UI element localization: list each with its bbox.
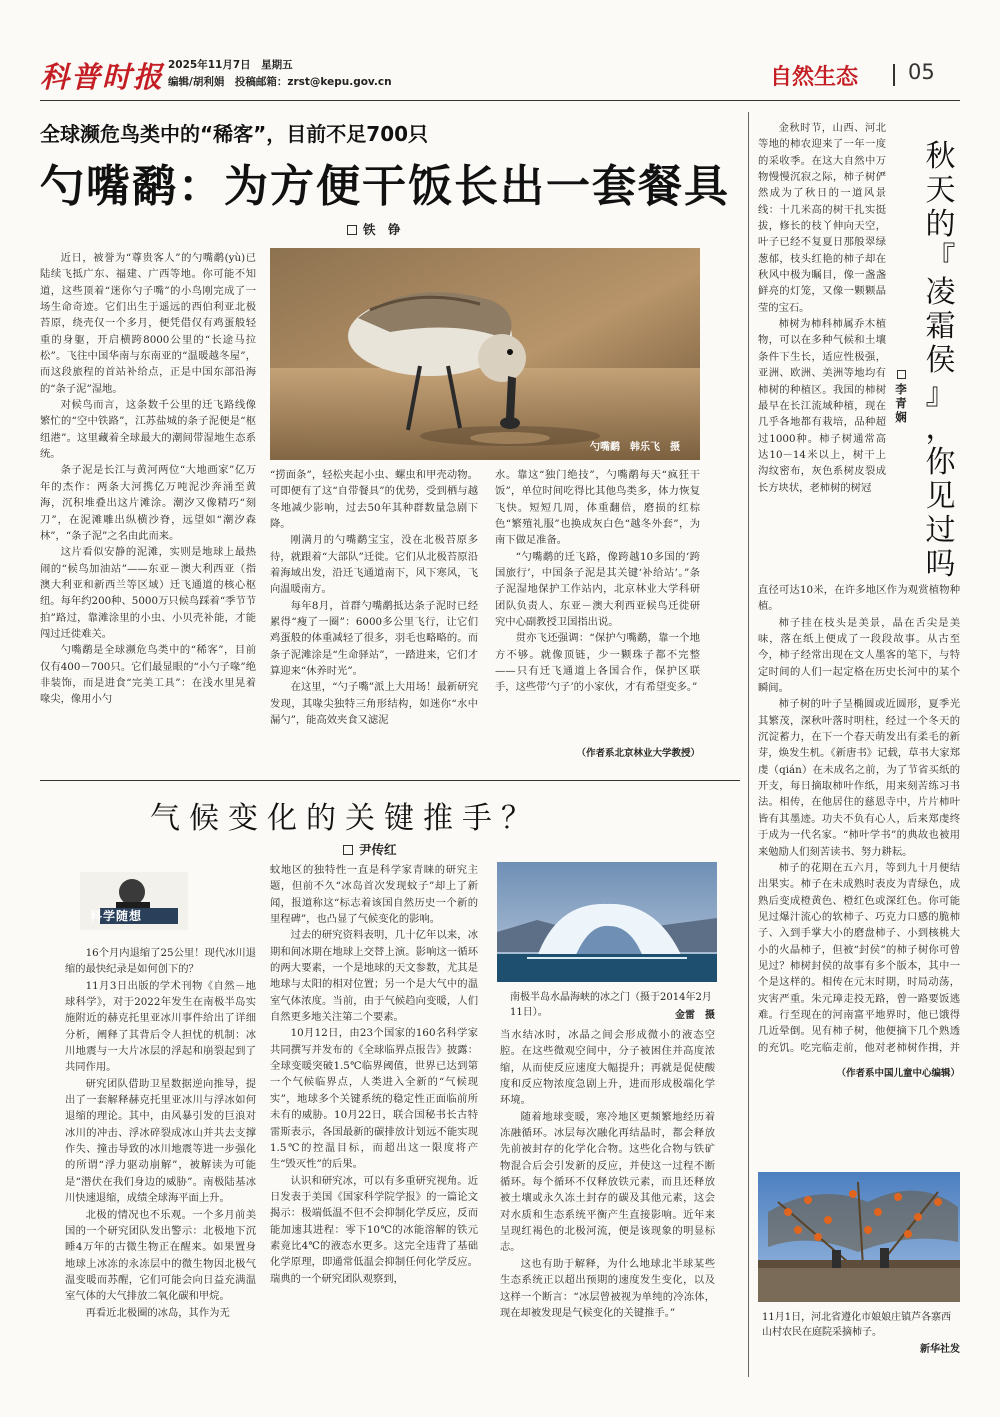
- article2-column-2: [270, 862, 478, 1357]
- paragraph: 这也有助于解释，为什么地球北半球某些生态系统正以超出预期的速度发生变化，以及这样一个断言：“冰层曾被视为单纯的冷冻体，现在却被发现是气候变化的关键推手。”: [500, 1257, 715, 1319]
- paragraph: 北极的情况也不乐观。一个多月前美国的一个研究团队发出警示：北极地下沉睡4万年的古微生物正在醒来。如果置身地球上冰冻的永冻层中的微生物因北极气温变暖而苏醒，它们可能会向日益充满温室气体的大气排放二氧化碳和甲烷。: [65, 1208, 256, 1303]
- byline-box-icon: [343, 845, 353, 855]
- article1-column-2: [270, 467, 478, 775]
- article1-column-1: [40, 250, 256, 775]
- paragraph: “勺嘴鹬的迁飞路，像跨越10多国的‘跨国旅行’，中国条子泥是其关键‘补给站’。”条子泥湿地保护工作站内，北京林业大学科研团队负责人、东亚－澳大利西亚候鸟迁徙研究中心副教授卫国指出说。: [495, 550, 700, 629]
- sandpiper-photo: [270, 248, 700, 460]
- paragraph: 柿子的花期在五六月，等到九十月便结出果实。柿子在未成熟时表皮为青绿色，成熟后变成橙黄色、橙红色或深红色。你可能见过爆汁流心的软柿子、巧克力口感的脆柿子、入到手掌大小的磨盘柿子、小到核桃大小的火晶柿子，但被“封侯”的柿子树你可曾见过？柿树封侯的故事有多个版本，其中一个是这样的。相传在元末时期，时局动荡，灾害严重。朱元璋走投无路，曾一路要饭逃难。行至现在的河南富平地界时，他已饿得几近晕倒。见有柿子树，他便摘下几个熟透的充饥。吃完临走前，他对老柿树作揖，并: [758, 861, 960, 1054]
- article2-photo-caption: 南极半岛水晶海峡的冰之门（摄于2014年2月11日）。: [510, 992, 712, 1018]
- section-divider: [893, 64, 895, 86]
- article3-vertical-title: 秋 天 的 『 凌 霜 侯 』 ， 你 见 过 吗: [925, 139, 956, 582]
- masthead-logo: 科普时报: [40, 60, 165, 94]
- paragraph: 柿子挂在枝头是美景，晶在舌尖是美味，落在纸上便成了一段段故事。从古至今，柿子经常出现在文人墨客的笔下，与特定时间的人们一起定格在历史长河中的某个瞬间。: [758, 616, 960, 695]
- paragraph: 每年8月，首群勺嘴鹬抵达条子泥时已经累得“瘦了一圈”：6000多公里飞行，让它们鸡蛋般的体重减轻了很多，羽毛也略略的。而条子泥滩涂是“生命驿站”，一踏进来，它们才算迎来“休养时光”。: [270, 599, 478, 678]
- paragraph: 认识和研究冰，可以有多重研究视角。近日发表于美国《国家科学院学报》的一篇论文揭示：极端低温不但不会抑制化学反应，反而能加速其进程：零下10℃的冰能溶解的铁元素竟比4℃的液态水更多。这完全违背了基础化学原理，即通常低温会抑制任何化学反应。瑞典的一个研究团队观察到，: [270, 1174, 478, 1285]
- paragraph: “捞面条”，轻松夹起小虫、螺虫和甲壳动物。可即便有了这“自带餐具”的优势，受到栖与越冬地减少影响，过去50年其种群数量急剧下降。: [270, 469, 478, 531]
- masthead-date: 2025年11月7日 星期五: [168, 59, 293, 71]
- paragraph: 这片看似安静的泥滩，实则是地球上最热闹的“候鸟加油站”——东亚－澳大利西亚（指澳大利亚和新西兰等区域）迁飞通道的核心枢纽。每年约200种、5000万只候鸟踩着“季节节拍”路过，靠滩涂里的小虫、小贝壳补能，才能闯过迁徙难关。: [40, 546, 256, 640]
- paragraph: 11月3日出版的学术刊物《自然－地球科学》，对于2022年发生在南极半岛实施附近的赫克托里亚冰川事件给出了详细分析，阐释了其背后令人担忧的机制：冰川地震与一大片冰层的浮起和崩裂起到了共同作用。: [65, 979, 256, 1074]
- article2-column-1: [65, 945, 256, 1357]
- article1-author-note: （作者系北京林业大学教授）: [576, 748, 700, 759]
- paragraph: 过去的研究资料表明，几十亿年以来，冰期和间冰期在地球上交替上演。影响这一循环的两大要素，一个是地球的天文参数，尤其是地球与太阳的相对位置；另一个是大气中的温室气体浓度。当前，由于气候趋向变暖，人们自然更多地关注第二个要素。: [270, 929, 478, 1024]
- page-number: 05: [908, 60, 935, 84]
- paragraph: 对候鸟而言，这条数千公里的迁飞路线像繁忙的“空中铁路”，江苏盐城的条子泥便是“枢纽港”。这里藏着全球最大的潮间带湿地生态系统。: [40, 399, 256, 461]
- article2-headline: 气候变化的关键推手？: [150, 801, 540, 836]
- article1-headline: 勺嘴鹬：为方便干饭长出一套餐具: [40, 161, 730, 212]
- article2-column-3: [500, 1027, 715, 1357]
- paragraph: 研究团队借助卫星数据逆向推导，提出了一套解释赫克托里亚冰川与浮冰如何退缩的理论。其中，由风暴引发的巨浪对冰川的冲击、浮冰碎裂成冰山并共去支撑作失、撞击导致的冰川地震等进一步强化的所谓“浮力驱动崩解”，被解读为可能是“潜伏在我们身边的威胁”。南极陆基冰川快速退缩，成绩全球海平面上升。: [65, 1077, 256, 1205]
- article3-photo-caption: 11月1日，河北省遵化市娘娘庄镇芦各寨西山村农民在庭院采摘柿子。: [762, 1312, 952, 1338]
- article1-byline: 铁 铮: [347, 220, 401, 238]
- article3-byline: 李 青 娴: [893, 370, 909, 424]
- paragraph: 水。靠这“独门绝技”，勺嘴鹬每天“疯狂干饭”，单位时间吃得比其他鸟类多，体力恢复飞快。短短几周，体重翻倍，磨损的红棕色“繁殖礼服”也换成灰白色“越冬外套”，为南下做足准备。: [495, 469, 700, 547]
- section-name: 自然生态: [770, 65, 859, 90]
- paragraph: 勺嘴鹬是全球濒危鸟类中的“稀客”，目前仅有400－700只。它们最显眼的“小勺子喙”绝非装饰，而是进食“完美工具”：在浅水里晃着喙尖，像用小勺: [40, 644, 256, 706]
- paragraph: 柿树为柿科柿属乔木植物，可以在多种气候和土壤条件下生长，适应性极强，亚洲、欧洲、美洲等地均有柿树的种植区。我国的柿树最早在长江流域种植，现在几乎各地都有栽培，品种超过1000种。柿子树通常高达10－14米以上，树干上沟纹密布，灰色系树皮裂成长方块状，老柿树的树冠: [758, 318, 886, 494]
- paragraph: 蚊地区的独特性一直是科学家青睐的研究主题，但前不久“冰岛首次发现蚊子”却上了新闻，报道称这“标志着该国自然历史一个新的里程碑”，也凸显了气候变化的影响。: [270, 864, 478, 926]
- persimmon-photo: [758, 1172, 960, 1302]
- article3-author-note: （作者系中国儿童中心编辑）: [836, 1068, 960, 1079]
- byline-box-icon: [347, 225, 357, 235]
- paragraph: 随着地球变暖，寒冷地区更频繁地经历着冻融循环。冰层每次融化再结晶时，都会释放先前被封存的化学化合物。这些化合物与铁矿物混合后会引发新的反应，并使这一过程不断循环。每个循环不仅释放铁元素，而且还释放被土壤或永久冻土封存的碳及其他元素，这会对水质和生态系统平衡产生直接影响。近年来呈现红褐色的北极河流，便是该现象的明显标志。: [500, 1110, 715, 1254]
- article3-wide-column: [758, 582, 960, 1057]
- paragraph: 刚满月的勺嘴鹬宝宝，没在北极苔原多待，就跟着“大部队”迁徙。它们从北极苔原沿着海域出发，沿迁飞通道南下，风下寒风，飞向温暖南方。: [270, 534, 478, 596]
- article1-column-3: [495, 467, 700, 735]
- byline-box-icon: [897, 370, 906, 379]
- article-separator: [40, 780, 740, 781]
- paragraph: 柿子树的叶子呈椭圆或近圆形，夏季光其繁茂，深秋叶落时明柱，经过一个冬天的沉淀蓄力，在下一个春天萌发出有柔毛的新芽，焕发生机。《新唐书》记载，草书大家郑虔（qián）在未成名之前，为了节省买纸的开支，每日摘取柿叶作纸，用来刻苦练习书法。相传，在他居住的慈恩寺中，片片柿叶皆有其墨迹。功夫不负有心人，后来郑虔终于成为一代名家。“柿叶学书”的典故也被用来勉励人们刻苦读书、努力耕耘。: [758, 698, 960, 858]
- paragraph: 10月12日，由23个国家的160名科学家共同撰写并发布的《全球临界点报告》披露：全球变暖突破1.5℃临界阈值，世界已达到第一个气候临界点，人类进入全新的“气候现实”，地球多个关键系统的稳定性正面临前所未有的威胁。10月22日，联合国秘书长古特雷斯表示，各国最新的碳排放计划远不能实现1.5℃的控温目标，而超出这一限度将产生“毁灭性”的后果。: [270, 1027, 478, 1171]
- paragraph: 金秋时节，山西、河北等地的柿农迎来了一年一度的采收季。在这大自然中万物慢慢沉寂之际，柿子树俨然成为了秋日的一道风景线：十几米高的树干扎实挺拔，修长的枝丫伸向天空，叶子已经不复夏日那般翠绿葱郁，枝头红艳的柿子却在秋风中极为瞩目，像一盏盏鲜亮的灯笼，又像一颗颗晶莹的宝石。: [758, 122, 886, 314]
- masthead-rule: [40, 100, 960, 101]
- paragraph: 当水结冰时，冰晶之间会形成微小的液态空腔。在这些微观空间中，分子被困住并高度浓缩，从而使反应速度大幅提升；再就是促使酸度和反应物浓度急剧上升，进而形成极端化学环境。: [500, 1029, 715, 1107]
- paragraph: 近日，被誉为“尊贵客人”的勺嘴鹬(yù)已陆续飞抵广东、福建、广西等地。你可能不知道，这些顶着“迷你勺子嘴”的小鸟刚完成了一场生命奇迹。它们出生于遥远的西伯利亚北极苔原，绕壳仅一个多月，便凭借仅有鸡蛋般轻重的身躯，开启横跨8000公里的“长途马拉松”。飞往中国华南与东南亚的“温暖越冬屋”，而这段旅程的首站补给点，正是中国东部沿海的“条子泥”湿地。: [40, 252, 256, 395]
- masthead-editor: 编辑/胡利娟 投稿邮箱：zrst@kepu.gov.cn: [168, 76, 392, 88]
- paragraph: 在这里，“勺子嘴”派上大用场！最新研究发现，其喙尖独特三角形结构，如迷你“水中漏勺”，能高效夹食又滤泥: [270, 681, 478, 727]
- article1-kicker: 全球濒危鸟类中的“稀客”，目前不足700只: [40, 122, 429, 146]
- article3-narrow-column: [758, 120, 886, 580]
- article2-byline: 尹传红: [343, 840, 397, 858]
- article1-photo-caption: 勺嘴鹬 韩乐飞 摄: [590, 442, 680, 453]
- paragraph: 16个月内退缩了25公里！现代冰川退缩的最快纪录是如何创下的？: [65, 947, 256, 976]
- paragraph: 再看近北极圈的冰岛，其作为无: [85, 1306, 230, 1319]
- article3-photo-credit: 新华社发: [920, 1344, 960, 1355]
- paragraph: 条子泥是长江与黄河两位“大地画家”亿万年的杰作：两条大河携亿万吨泥沙奔涌至黄海，沉积堆叠出这片滩涂。潮汐又像精巧“刻刀”，在泥滩雕出纵横沙脊，远望如“潮汐森林”，“条子泥”之名由此而来。: [40, 464, 256, 542]
- paragraph: 直径可达10米，在许多地区作为观赏植物种植。: [758, 584, 960, 613]
- right-column-rule: [748, 112, 749, 1377]
- article2-photo-credit: 金雷 摄: [675, 1010, 715, 1021]
- columnist-badge-label: 科学随想: [90, 909, 143, 923]
- iceberg-photo: [497, 862, 717, 982]
- paragraph: 贯亦飞还强调：“保护勺嘴鹬，靠一个地方不够。就像顶链，少一颗珠子都不完整——只有迁飞通道上各国合作，保护区联手，这些带‘勺子’的小家伙，才有希望变多。”: [495, 632, 700, 694]
